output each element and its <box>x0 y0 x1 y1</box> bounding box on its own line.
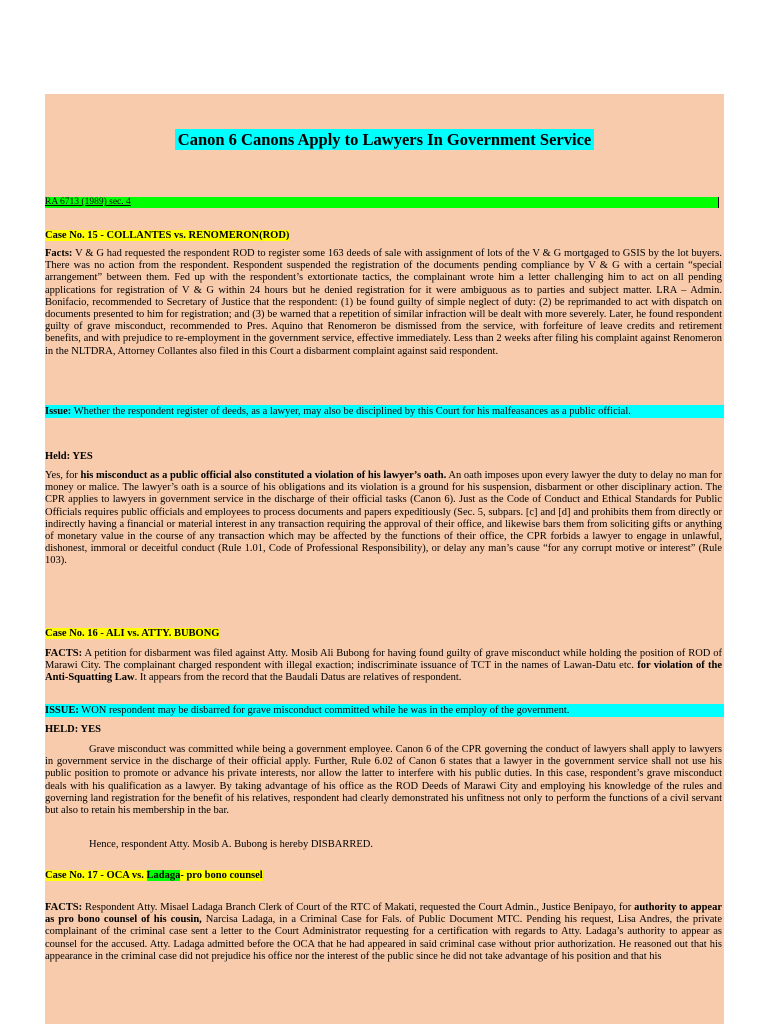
case-15-issue: Issue: Whether the respondent register of deeds, as a lawyer, may also be disciplined by this Court for his malfeasances as a public official. <box>45 405 724 418</box>
case-17-facts: FACTS: Respondent Atty. Misael Ladaga Branch Clerk of Court of the RTC of Makati, requested the Court Admin., Justice Benipayo, for authority to appear as pro bono counsel of his cousin, Narcisa Ladaga, in a Criminal Case for Fals. of Public Document MTC. Pending his request, Lisa Andres, the private complainant of the criminal case sent a letter to the Court Administrator requesting for a certification with regards to Atty. Ladaga’s authority to appear as counsel for the accused. Atty. Ladaga admitted before the OCA that he had appeared in said criminal case without prior authorization. He reasoned out that his appearance in the criminal case did not prejudice his office nor the interest of the public since he did not take advantage of his position and that his <box>45 902 723 962</box>
case-15-facts: Facts: V & G had requested the respondent ROD to register some 163 deeds of sale with assignment of lots of the V & G mortgaged to GSIS by the lot buyers. There was no action from the respondent. Respondent suspended the registration of the documents pending compliance by V & G with a certain “special arrangement” between them. Fed up with the respondent’s extortionate tactics, the complainant wrote him a letter challenging him to act on all pending applications for registration of V & G within 24 hours but he denied registration for it were ambiguous as to parties and subject matter. LRA – Admin. Bonifacio, recommended to Secretary of Justice that the respondent: (1) be found guilty of simple neglect of duty: (2) be reprimanded to act with dispatch on documents presented to him for registration; and (3) be warned that a repetition of similar infraction will be dealt with more severely. Later, he found respondent guilty of grave misconduct, recommended to Pres. Aquino that Renomeron be dismissed from the service, with forfeiture of leave credits and retirement benefits, and with prejudice to re-employment in the government service, effective immediately. Less than 2 weeks after filing his complaint against Renomeron in the NLTDRA, Attorney Collantes also filed in this Court a disbarment complaint against said respondent. <box>45 248 722 357</box>
case-16-held-heading: HELD: YES <box>45 724 101 735</box>
document-page <box>45 94 724 1024</box>
ra-reference: RA 6713 (1989) sec. 4 <box>45 197 719 208</box>
case-16-held-body: Grave misconduct was committed while being a government employee. Canon 6 of the CPR governing the conduct of lawyers shall apply to lawyers in government service in the discharge of their official apply. Further, Rule 6.02 of Canon 6 states that a lawyer in the government service shall not use his public position to promote or advance his private interests, nor allow the latter to interfere with his public duties. In this case, respondent’s grave misconduct deals with his qualification as a lawyer. By taking advantage of his office as the ROD Deeds of Marawi City and employing his knowledge of the rules and governing land registration for the benefit of his relatives, respondent had clearly demonstrated his unfitness not only to perform the functions of a civil servant but also to retain his membership in the bar. <box>45 744 722 817</box>
case-15-held-heading: Held: YES <box>45 451 93 462</box>
document-title: Canon 6 Canons Apply to Lawyers In Government Service <box>45 130 724 150</box>
case-16-issue: ISSUE: WON respondent may be disbarred for grave misconduct committed while he was in the employ of the government. <box>45 704 724 717</box>
case-15-held-body: Yes, for his misconduct as a public official also constituted a violation of his lawyer’s oath. An oath imposes upon every lawyer the duty to delay no man for money or malice. The lawyer’s oath is a source of his obligations and its violation is a ground for his suspension, disbarment or other disciplinary action. The CPR applies to lawyers in government service in the discharge of their official tasks (Canon 6). Just as the Code of Conduct and Ethical Standards for Public Officials requires public officials and employees to process documents and papers expeditiously (Sec. 5, subpars. [c] and [d] and prohibits them from directly or indirectly having a financial or material interest in any transaction requiring the approval of their office, and likewise bars them from soliciting gifts or anything of monetary value in the course of any transaction which may be affected by the functions of their office, the CPR forbids a lawyer to engage in unlawful, dishonest, immoral or deceitful conduct (Rule 1.01, Code of Professional Responsibility), or delay any man’s cause “for any corrupt motive or interest” (Rule 103). <box>45 470 722 567</box>
case-15-heading: Case No. 15 - COLLANTES vs. RENOMERON(ROD) <box>45 230 290 241</box>
case-16-facts: FACTS: A petition for disbarment was filed against Atty. Mosib Ali Bubong for having found guilty of grave misconduct while holding the position of ROD of Marawi City. The complainant charged respondent with illegal exaction; indiscriminate issuance of TCT in the names of Lawan-Datu etc. for violation of the Anti-Squatting Law. It appears from the record that the Baudali Datus are relatives of respondent. <box>45 648 722 684</box>
case-16-disposition: Hence, respondent Atty. Mosib A. Bubong is hereby DISBARRED. <box>89 839 373 850</box>
case-17-heading: Case No. 17 - OCA vs. Ladaga- pro bono counsel <box>45 870 263 881</box>
case-16-heading: Case No. 16 - ALI vs. ATTY. BUBONG <box>45 628 220 639</box>
